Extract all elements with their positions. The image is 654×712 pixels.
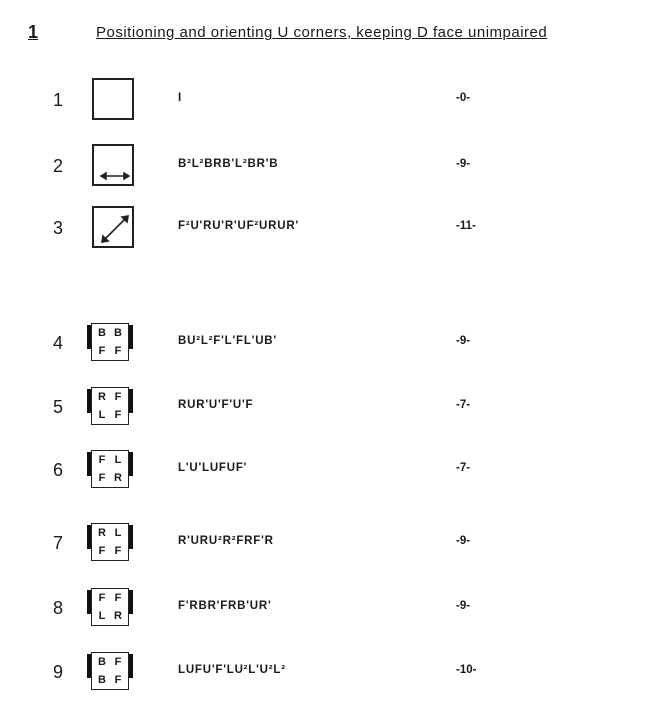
grid-cell: F	[114, 345, 122, 357]
move-count: -7-	[456, 399, 471, 411]
move-count: -9-	[456, 335, 471, 347]
grid-cell: F	[114, 545, 122, 557]
algorithm-row	[0, 656, 654, 712]
grid-cell: B	[98, 674, 106, 686]
algorithm-row	[0, 90, 654, 140]
corner-diagram-grid	[86, 586, 136, 630]
move-count: -7-	[456, 462, 471, 474]
corner-diagram-grid	[86, 650, 136, 694]
row-number: 6	[52, 460, 63, 480]
grid-cell: F	[114, 409, 122, 421]
move-count: -0-	[456, 92, 471, 104]
algorithm-row	[0, 391, 654, 447]
corner-diagram-grid	[86, 321, 136, 365]
algorithm-text: RUR'U'F'U'F	[178, 399, 254, 411]
row-number: 2	[52, 156, 63, 176]
algorithm-row	[0, 218, 654, 268]
grid-cell: L	[98, 610, 106, 622]
diagonal-double-arrow-icon	[102, 216, 128, 242]
move-count: -9-	[456, 535, 471, 547]
algorithm-text: BU²L²F'L'FL'UB'	[178, 335, 277, 347]
move-count: -11-	[456, 220, 476, 232]
algorithm-row	[0, 592, 654, 648]
corner-diagram-swap-diagonal	[92, 206, 134, 248]
corner-diagram-grid	[86, 385, 136, 429]
grid-cell: F	[114, 656, 122, 668]
row-number: 3	[52, 218, 63, 238]
section-number: 1	[28, 22, 39, 42]
grid-cell: L	[98, 409, 106, 421]
grid-cell: L	[114, 454, 122, 466]
grid-cell: B	[114, 327, 122, 339]
grid-cell: F	[98, 472, 106, 484]
row-number: 9	[52, 662, 63, 682]
row-number: 4	[52, 333, 63, 353]
algorithm-text: F²U'RU'R'UF²URUR'	[178, 220, 299, 232]
algorithm-row	[0, 156, 654, 206]
move-count: -10-	[456, 664, 477, 676]
algorithm-text: F'RBR'FRB'UR'	[178, 600, 272, 612]
algorithm-row	[0, 527, 654, 583]
grid-cell: R	[98, 527, 106, 539]
grid-cell: F	[98, 545, 106, 557]
page-title: Positioning and orienting U corners, keeping D face unimpaired	[96, 24, 548, 41]
grid-cell: B	[98, 327, 106, 339]
row-number: 7	[52, 533, 63, 553]
grid-cell: B	[98, 656, 106, 668]
algorithm-text: B²L²BRB'L²BR'B	[178, 158, 279, 170]
corner-diagram-grid	[86, 521, 136, 565]
algorithm-text: R'URU²R²FRF'R	[178, 535, 274, 547]
corner-diagram-grid	[86, 448, 136, 492]
algorithm-text: I	[178, 92, 182, 104]
grid-cell: F	[114, 674, 122, 686]
grid-cell: R	[114, 472, 122, 484]
grid-cell: L	[114, 527, 122, 539]
grid-cell: F	[98, 345, 106, 357]
algorithm-text: LUFU'F'LU²L'U²L²	[178, 664, 286, 676]
algorithm-row	[0, 327, 654, 383]
row-number: 5	[52, 397, 63, 417]
row-number: 8	[52, 598, 63, 618]
grid-cell: F	[98, 454, 106, 466]
algorithm-text: L'U'LUFUF'	[178, 462, 248, 474]
row-number: 1	[52, 90, 63, 110]
grid-cell: R	[98, 391, 106, 403]
algorithm-row	[0, 454, 654, 510]
move-count: -9-	[456, 158, 471, 170]
corner-diagram-swap-horizontal	[92, 144, 134, 186]
grid-cell: F	[114, 592, 122, 604]
grid-cell: F	[98, 592, 106, 604]
move-count: -9-	[456, 600, 471, 612]
grid-cell: R	[114, 610, 122, 622]
corner-diagram-empty	[92, 78, 134, 120]
grid-cell: F	[114, 391, 122, 403]
double-arrow-icon	[101, 173, 129, 179]
